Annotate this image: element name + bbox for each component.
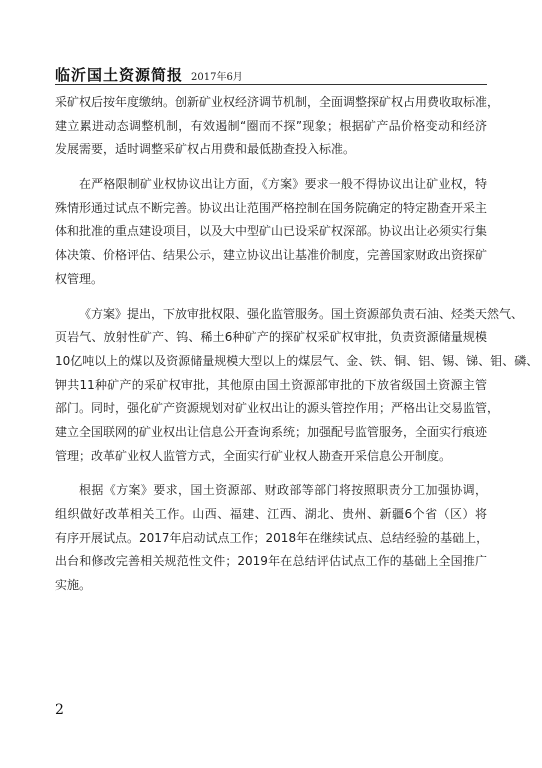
paragraph xyxy=(55,173,487,291)
text-line: 殊情形通过试点不断完善。协议出让范围严格控制在国务院确定的特定勘查开采主 xyxy=(55,200,488,215)
text-line: 10亿吨以上的煤以及资源储量规模大型以上的煤层气、金、铁、铜、铝、锡、锑、钼、磷、 xyxy=(55,353,539,368)
text-line: 体和批准的重点建设项目，以及大中型矿山已设采矿权深部。协议出让必须实行集 xyxy=(55,224,488,239)
text-line: 《方案》提出，下放审批权限、强化监管服务。国土资源部负责石油、烃类天然气、 xyxy=(79,306,524,321)
text-line: 发展需要，适时调整采矿权占用费和最低勘查投入标准。 xyxy=(55,142,356,157)
text-line: 建立全国联网的矿业权出让信息公开查询系统；加强配号监管服务，全面实行痕迹 xyxy=(55,424,488,439)
text-line: 部门。同时，强化矿产资源规划对矿业权出让的源头管控作用；严格出让交易监管， xyxy=(55,401,500,416)
text-line: 体决策、价格评估、结果公示，建立协议出让基准价制度，完善国家财政出资探矿 xyxy=(55,248,488,263)
text-line: 权管理。 xyxy=(55,271,104,286)
header-divider xyxy=(55,84,487,85)
page-number: 2 xyxy=(55,702,64,718)
text-line: 页岩气、放射性矿产、钨、稀土6种矿产的探矿权采矿权审批，负责资源储量规模 xyxy=(55,330,487,345)
text-line: 钾共11种矿产的采矿权审批，其他原由国土资源部审批的下放省级国土资源主管 xyxy=(55,377,487,392)
paragraph xyxy=(55,303,539,469)
text-line: 管理；改革矿业权人监管方式，全面实行矿业权人勘查开采信息公开制度。 xyxy=(55,448,452,463)
issue-date: 2017年6月 xyxy=(191,72,243,83)
text-line: 有序开展试点。2017年启动试点工作；2018年在继续试点、总结经验的基础上， xyxy=(55,530,489,545)
newsletter-title: 临沂国土资源简报 xyxy=(55,66,184,84)
paragraph xyxy=(55,479,487,597)
paragraph xyxy=(55,91,500,162)
newsletter-header xyxy=(55,62,487,82)
text-line: 在严格限制矿业权协议出让方面，《方案》要求一般不得协议出让矿业权，特 xyxy=(79,177,487,192)
article-body xyxy=(55,91,539,598)
text-line: 根据《方案》要求，国土资源部、财政部等部门将按照职责分工加强协调， xyxy=(79,483,487,498)
text-line: 采矿权后按年度缴纳。创新矿业权经济调节机制，全面调整探矿权占用费收取标准， xyxy=(55,95,500,109)
text-line: 组织做好改革相关工作。山西、福建、江西、湖北、贵州、新疆6个省（区）将 xyxy=(55,507,487,521)
text-line: 出台和修改完善相关规范性文件；2019年在总结评估试点工作的基础上全国推广 xyxy=(55,554,487,569)
text-line: 建立累进动态调整机制，有效遏制“圈而不探”现象；根据矿产品价格变动和经济 xyxy=(55,118,487,133)
text-line: 实施。 xyxy=(55,578,92,593)
